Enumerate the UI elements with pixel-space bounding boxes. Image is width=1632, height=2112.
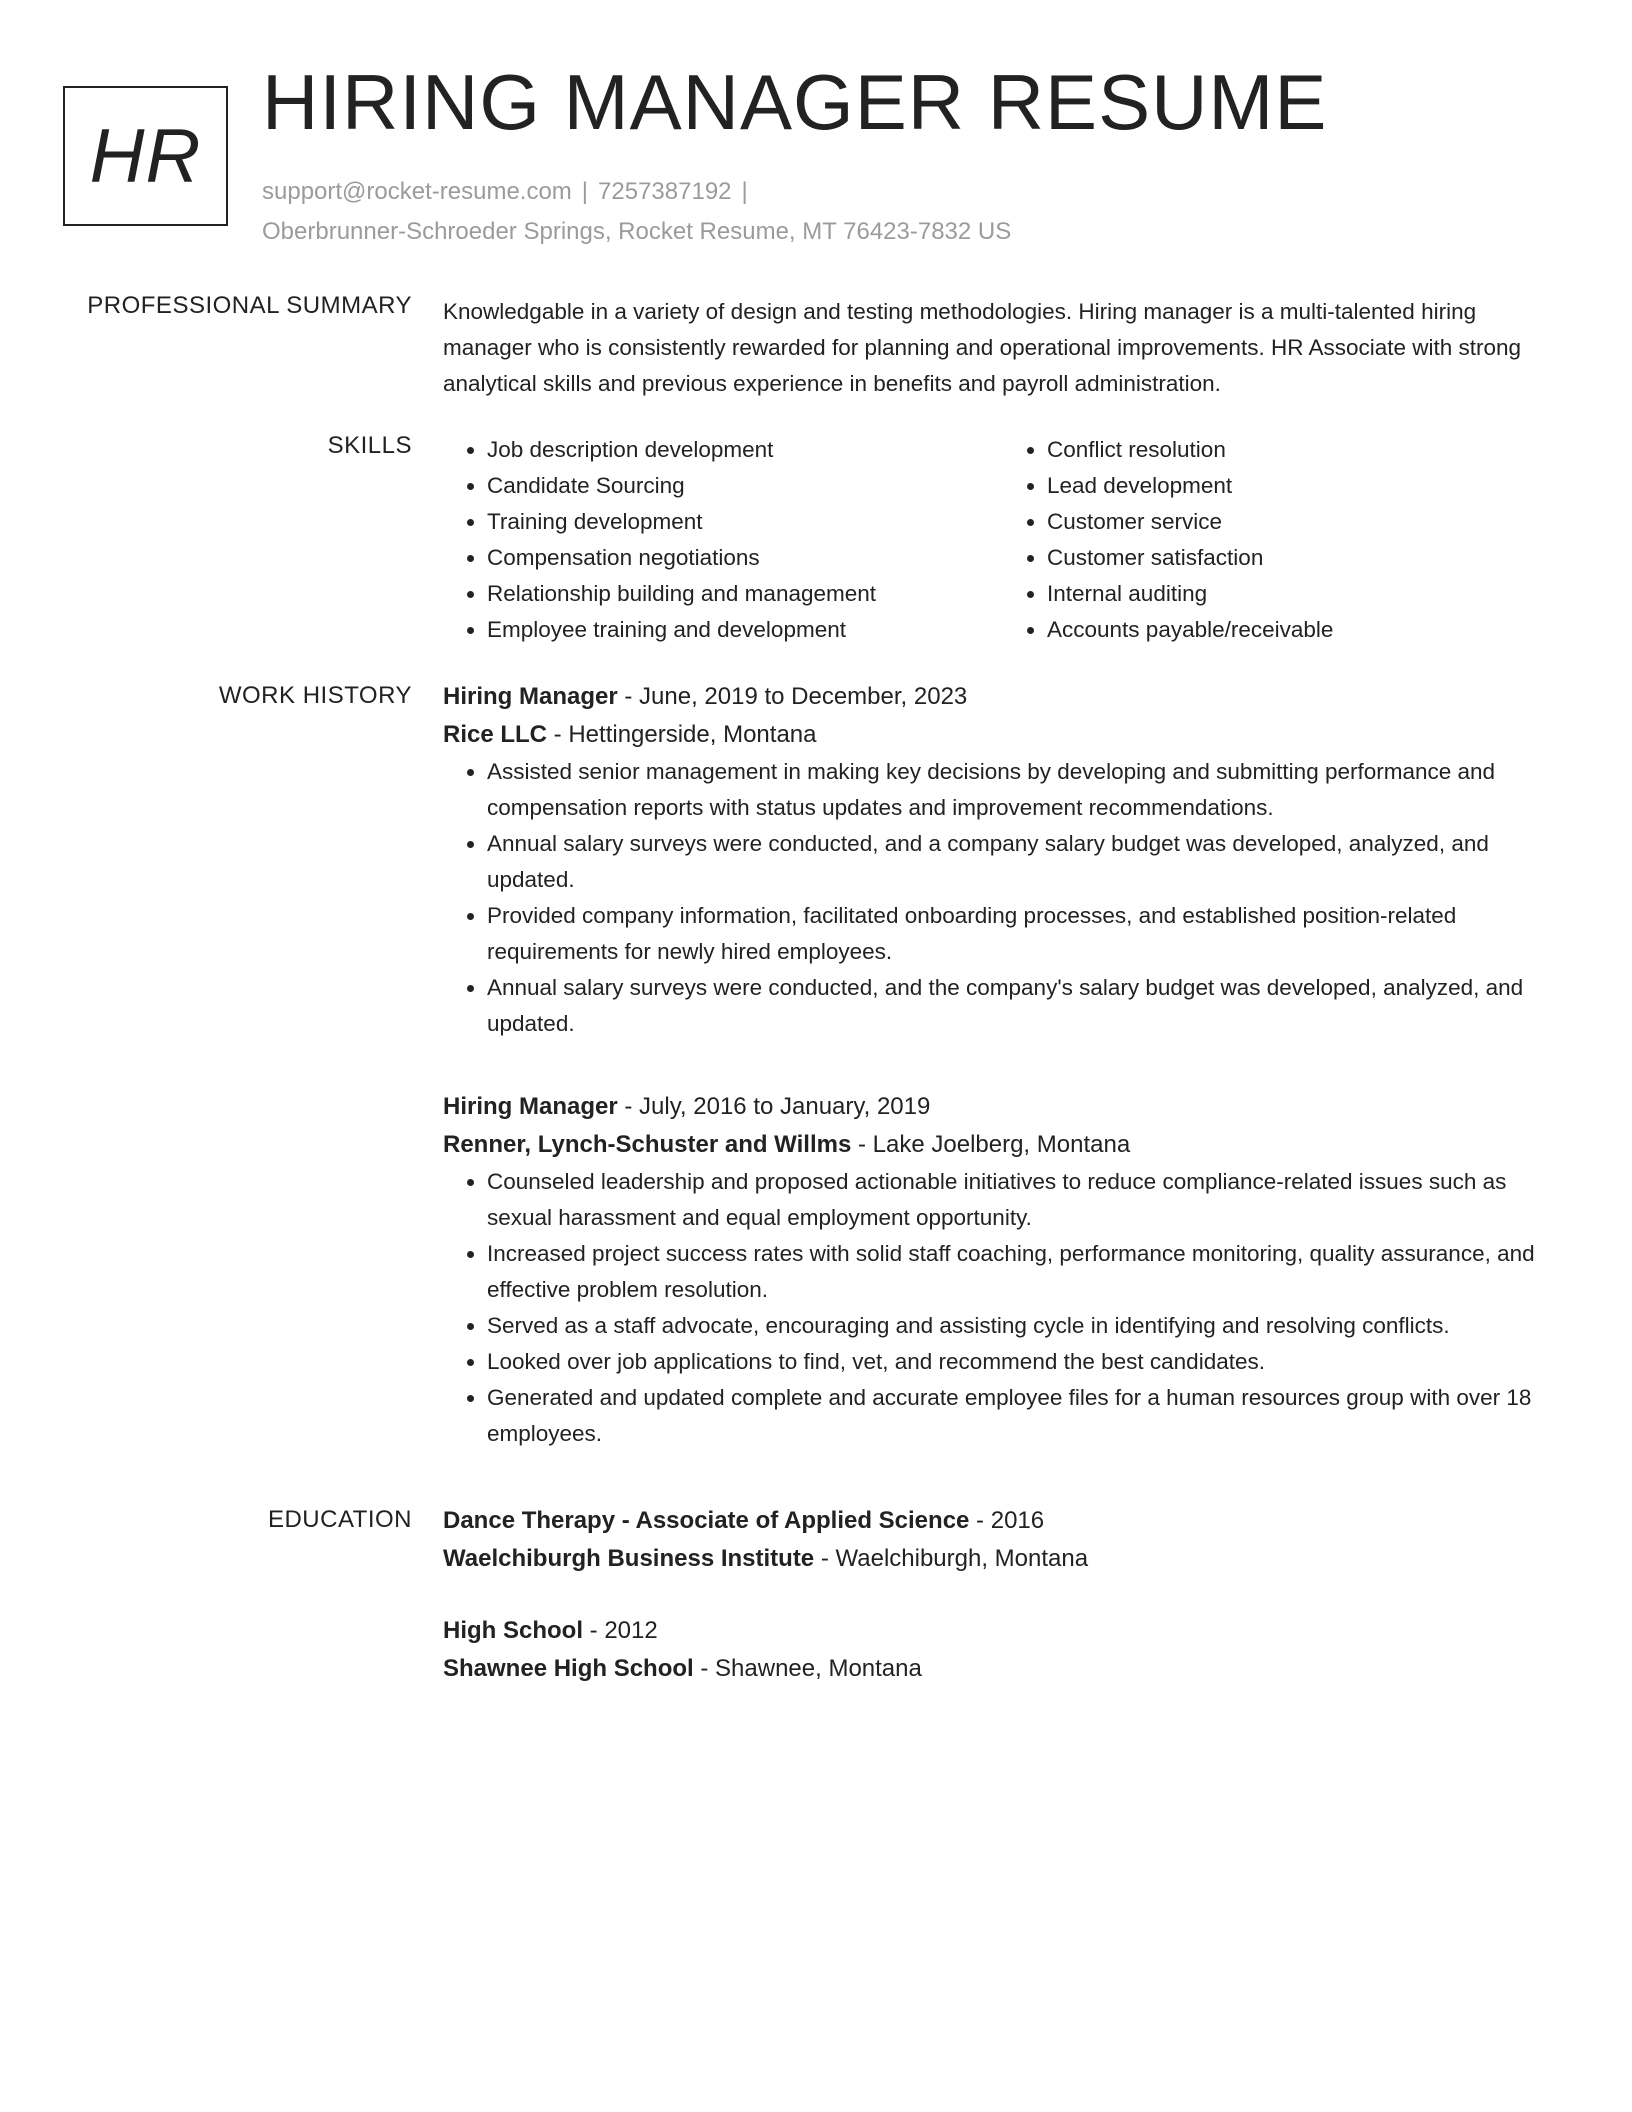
job-company: Rice LLC (443, 721, 548, 748)
address-text: Oberbrunner-Schroeder Springs, Rocket Resume, MT 76423-7832 US (262, 218, 1012, 245)
job-entry (443, 678, 1563, 1042)
phone-text: 7257387192 (598, 178, 732, 205)
monogram-logo (63, 86, 228, 226)
school-line (443, 1540, 1563, 1578)
email-text: support@rocket-resume.com (262, 178, 572, 205)
skill-item: • Lead development (1047, 468, 1563, 504)
skill-item: • Training development (487, 504, 1003, 540)
skills-list-right (1003, 432, 1563, 648)
job-bullet: • Provided company information, facilitated onboarding processes, and established position-related requirements for newly hired employees. (487, 898, 1563, 970)
skill-item: • Employee training and development (487, 612, 1003, 648)
monogram-text: HR (89, 113, 202, 199)
job-company: Renner, Lynch-Schuster and Willms (443, 1131, 852, 1158)
school: Shawnee High School (443, 1655, 694, 1682)
summary-body (443, 294, 1563, 402)
job-bullet: • Increased project success rates with solid staff coaching, performance monitoring, quality assurance, and effective problem resolution. (487, 1236, 1563, 1308)
school-location: - Waelchiburgh, Montana (814, 1545, 1089, 1572)
contact-line-1 (262, 172, 1011, 212)
skills-lists (443, 432, 1563, 648)
skill-item: • Accounts payable/receivable (1047, 612, 1563, 648)
skill-item: • Conflict resolution (1047, 432, 1563, 468)
skill-item: • Compensation negotiations (487, 540, 1003, 576)
job-title-line (443, 1088, 1563, 1126)
degree: Dance Therapy - Associate of Applied Science (443, 1507, 970, 1534)
job-title: Hiring Manager (443, 1093, 618, 1120)
skill-item: • Relationship building and management (487, 576, 1003, 612)
job-dates: - June, 2019 to December, 2023 (617, 683, 968, 710)
job-company-line (443, 1126, 1563, 1164)
job-bullet: • Counseled leadership and proposed actionable initiatives to reduce compliance-related issues such as sexual harassment and equal employment opportunity. (487, 1164, 1563, 1236)
skill-item: • Customer satisfaction (1047, 540, 1563, 576)
skills-list-left (443, 432, 1003, 648)
job-entry (443, 1088, 1563, 1452)
contact-info (262, 172, 1011, 252)
summary-heading: PROFESSIONAL SUMMARY (87, 292, 412, 319)
job-location: - Lake Joelberg, Montana (851, 1131, 1131, 1158)
education-entry (443, 1502, 1563, 1578)
degree-line (443, 1502, 1563, 1540)
degree: High School (443, 1617, 583, 1644)
job-bullet: • Generated and updated complete and accurate employee files for a human resources group with over 18 employees. (487, 1380, 1563, 1452)
school: Waelchiburgh Business Institute (443, 1545, 815, 1572)
summary-text: Knowledgable in a variety of design and testing methodologies. Hiring manager is a multi-talented hiring manager who is consistently rewarded for planning and operational improvements. HR Associate with strong analytical skills and previous experience in benefits and payroll administration. (443, 299, 1522, 396)
job-bullet: • Looked over job applications to find, vet, and recommend the best candidates. (487, 1344, 1563, 1380)
work-history-heading: WORK HISTORY (218, 682, 412, 709)
school-line (443, 1650, 1563, 1688)
contact-separator: | (741, 178, 748, 205)
degree-year: - 2012 (583, 1617, 658, 1644)
education-heading: EDUCATION (267, 1506, 412, 1533)
job-bullets (443, 1164, 1563, 1452)
skills-heading: SKILLS (327, 432, 412, 459)
job-bullet: • Annual salary surveys were conducted, and a company salary budget was developed, analyzed, and updated. (487, 826, 1563, 898)
job-location: - Hettingerside, Montana (547, 721, 817, 748)
job-bullet: • Served as a staff advocate, encouraging and assisting cycle in identifying and resolving conflicts. (487, 1308, 1563, 1344)
skill-item: • Candidate Sourcing (487, 468, 1003, 504)
job-company-line (443, 716, 1563, 754)
job-bullet: • Assisted senior management in making key decisions by developing and submitting performance and compensation reports with status updates and improvement recommendations. (487, 754, 1563, 826)
job-dates: - July, 2016 to January, 2019 (617, 1093, 931, 1120)
skill-item: • Customer service (1047, 504, 1563, 540)
education-entry (443, 1612, 1563, 1688)
contact-separator: | (581, 178, 589, 205)
job-title-line (443, 678, 1563, 716)
degree-year: - 2016 (969, 1507, 1045, 1534)
resume-title: HIRING MANAGER RESUME (262, 58, 1328, 146)
school-location: - Shawnee, Montana (693, 1655, 922, 1682)
job-title: Hiring Manager (443, 683, 618, 710)
degree-line (443, 1612, 1563, 1650)
education-body (443, 1502, 1563, 1688)
skill-item: • Job description development (487, 432, 1003, 468)
job-bullets (443, 754, 1563, 1042)
work-history-body (443, 678, 1563, 1452)
skill-item: • Internal auditing (1047, 576, 1563, 612)
job-bullet: • Annual salary surveys were conducted, and the company's salary budget was developed, analyzed, and updated. (487, 970, 1563, 1042)
